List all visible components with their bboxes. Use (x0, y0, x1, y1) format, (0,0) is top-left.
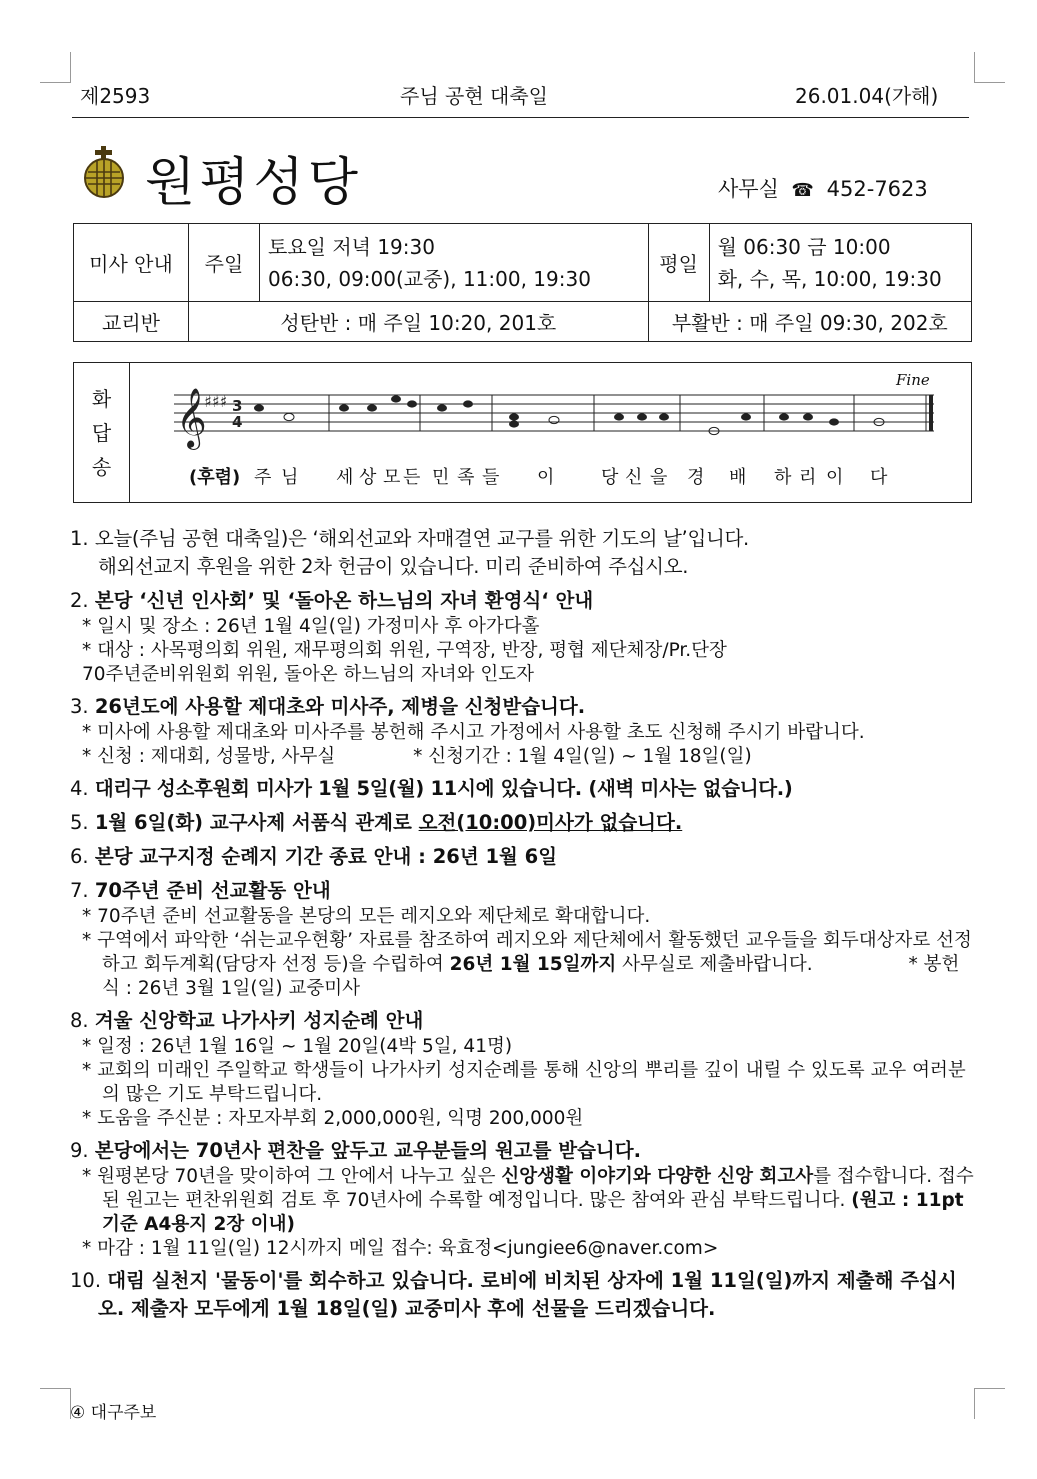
lyric-syllable: 민 (432, 467, 450, 488)
lyric-syllable: 주 (254, 467, 272, 488)
lyric-syllable: 이 (826, 467, 844, 488)
notice-number: 8. (70, 1009, 89, 1032)
notice-detail-part: * 원평본당 70년을 맞이하여 그 안에서 나누고 싶은 (82, 1166, 502, 1187)
notice-heading: 본당 ‘신년 인사회’ 및 ‘돌아온 하느님의 자녀 환영식‘ 안내 (94, 589, 594, 612)
header-rule (72, 117, 969, 118)
notice-detail: * 마감 : 1월 11일(일) 12시까지 메일 접수: 육효정<jungiee6@naver.com> (82, 1238, 719, 1259)
weekday-label: 평일 (648, 224, 709, 302)
notice-item (70, 1137, 975, 1261)
notice-detail (70, 745, 975, 769)
notice-item (70, 775, 975, 803)
notice-heading: 본당 교구지정 순례지 기간 종료 안내 : 26년 1월 6일 (94, 845, 558, 868)
catechism-label: 교리반 (74, 302, 189, 342)
notice-item (70, 587, 975, 687)
weekday-times (709, 224, 971, 302)
notice-detail (70, 929, 975, 1001)
notice-detail: * 교회의 미래인 주일학교 학생들이 나가사키 성지순례를 통해 신앙의 뿌리를 깊이 내릴 수 있도록 교우 여러분의 많은 기도 부탁드립니다. (82, 1060, 966, 1105)
notice-text: 해외선교지 후원을 위한 2차 헌금이 있습니다. 미리 준비하여 주십시오. (98, 555, 689, 578)
notice-detail: * 대상 : 사목평의회 위원, 재무평의회 위원, 구역장, 반장, 평협 제단체장/Pr.단장 (82, 640, 727, 661)
sunday-label: 주일 (189, 224, 260, 302)
notice-detail: * 70주년 준비 선교활동을 본당의 모든 레지오와 제단체로 확대합니다. (82, 906, 651, 927)
notice-number: 4. (70, 777, 89, 800)
psalm-label-char: 송 (91, 454, 112, 479)
christmas-class: 성탄반 : 매 주일 10:20, 201호 (189, 302, 649, 342)
notice-heading: 겨울 신앙학교 나가사키 성지순례 안내 (94, 1009, 424, 1032)
fine-mark: Fine (896, 371, 930, 389)
notice-heading: 70주년 준비 선교활동 안내 (94, 879, 331, 902)
lyric-syllable: 들 (482, 467, 500, 488)
lyric-syllable: 상 (359, 467, 377, 488)
crop-mark (974, 1388, 1005, 1419)
sunday-line2: 06:30, 09:00(교중), 11:00, 19:30 (268, 266, 591, 291)
schedule-table (73, 223, 972, 342)
lyric-syllable: 당 (601, 467, 619, 488)
issue-date: 26.01.04(가해) (795, 84, 939, 108)
lyric-syllable: 을 (650, 467, 668, 488)
psalm-label-char: 화 (91, 386, 112, 411)
crop-mark (40, 52, 71, 83)
church-logo-icon (80, 146, 128, 198)
footer-label: 대구주보 (90, 1403, 157, 1423)
phone-icon: ☎ (791, 180, 814, 201)
easter-class: 부활반 : 매 주일 09:30, 202호 (648, 302, 971, 342)
notice-detail: * 일정 : 26년 1월 16일 ~ 1월 20일(4박 5일, 41명) (82, 1036, 513, 1057)
music-staff (174, 375, 944, 455)
weekday-line1: 월 06:30 금 10:00 (717, 234, 891, 259)
notice-detail: 70주년준비위원회 위원, 돌아온 하느님의 자녀와 인도자 (82, 664, 534, 685)
notice-detail-bold: (원고 : 11pt 기준 A4용지 2장 이내) (102, 1190, 964, 1235)
notice-list (70, 525, 975, 1329)
notice-item (70, 843, 975, 871)
notice-detail-part: * 봉헌식 : 26년 3월 1일(일) 교중미사 (102, 954, 960, 999)
weekday-line2: 화, 수, 목, 10:00, 19:30 (717, 266, 942, 291)
lyric-syllable: 세 (336, 467, 354, 488)
notice-text: 오늘(주님 공현 대축일)은 ‘해외선교와 자매결연 교구를 위한 기도의 날’입니다. (94, 527, 749, 550)
page-footer (70, 1398, 156, 1423)
notice-number: 7. (70, 879, 89, 902)
notice-heading: 26년도에 사용할 제대초와 미사주, 제병을 신청받습니다. (94, 695, 586, 718)
notice-number: 5. (70, 811, 89, 834)
psalm-label-char: 답 (91, 420, 112, 445)
notice-detail-part: * 구역에서 파악한 ‘쉬는교우현황’ 자료를 참조하여 레지오와 제단체에서 활동했던 교우들을 회두대상자로 선정하고 회두계획(담당자 선정 등)을 수립하여 (82, 930, 972, 975)
svg-text:𝄞: 𝄞 (176, 388, 207, 448)
notice-number: 3. (70, 695, 89, 718)
lyric-syllable: 경 (687, 467, 705, 488)
lyric-syllable: 족 (457, 467, 475, 488)
notice-detail-part: * 신청 : 제대회, 성물방, 사무실 (82, 746, 336, 767)
svg-text:3: 3 (232, 397, 243, 415)
occasion-title: 주님 공현 대축일 (400, 84, 548, 108)
mass-label: 미사 안내 (74, 224, 189, 302)
office-phone: 452-7623 (826, 177, 928, 201)
notice-detail (70, 1165, 975, 1237)
svg-text:4: 4 (232, 413, 243, 431)
notice-number: 6. (70, 845, 89, 868)
lyric-syllable: 하 (774, 467, 792, 488)
notice-detail: * 미사에 사용할 제대초와 미사주를 봉헌해 주시고 가정에서 사용할 초도 신청해 주시기 바랍니다. (82, 722, 865, 743)
notice-number: 2. (70, 589, 89, 612)
crop-mark (974, 52, 1005, 83)
lyric-syllable: 이 (537, 467, 555, 488)
notice-number: 9. (70, 1139, 89, 1162)
notice-heading: 대리구 성소후원회 미사가 1월 5일(월) 11시에 있습니다. (새벽 미사는 없습니다.) (94, 777, 793, 800)
notice-heading: 본당에서는 70년사 편찬을 앞두고 교우분들의 원고를 받습니다. (94, 1139, 642, 1162)
notice-item (70, 525, 975, 581)
lyric-syllable: 모 (383, 467, 401, 488)
office-contact (718, 173, 928, 203)
svg-text:♯♯♯: ♯♯♯ (204, 392, 228, 411)
notice-number: 1. (70, 527, 89, 550)
issue-number: 제2593 (80, 84, 151, 108)
notice-item (70, 877, 975, 1001)
lyric-syllable: 리 (799, 467, 817, 488)
refrain-label: (후렴) (189, 467, 241, 488)
notice-detail-part: 사무실로 제출바랍니다. (616, 954, 813, 975)
lyric-syllable: 배 (729, 467, 747, 488)
notice-heading-underlined: 오전(10:00)미사가 없습니다. (418, 811, 683, 834)
church-name: 원평성당 (145, 153, 362, 213)
notice-number: 10. (70, 1269, 102, 1292)
lyric-syllable: 님 (281, 467, 299, 488)
page-number: ④ (70, 1403, 86, 1423)
lyric-syllable: 든 (403, 467, 421, 488)
office-label: 사무실 (718, 177, 779, 201)
notice-item (70, 809, 975, 837)
notice-detail-part: * 신청기간 : 1월 4일(일) ~ 1월 18일(일) (413, 746, 752, 767)
notice-detail-bold: 26년 1월 15일까지 (449, 954, 617, 975)
notice-item (70, 1007, 975, 1131)
sunday-line1: 토요일 저녁 19:30 (268, 234, 435, 259)
notice-detail-part: 를 접수합니다. 접수된 원고는 편찬위원회 검토 후 70년사에 수록할 예정입니다. 많은 참여와 관심 부탁드립니다. (102, 1166, 974, 1211)
sunday-times (260, 224, 649, 302)
notice-heading: 대림 실천지 '물동이'를 회수하고 있습니다. 로비에 비치된 상자에 1월 11일(일)까지 제출해 주십시오. 제출자 모두에게 1월 18일(일) 교중미사 후에 선물을 드리겠습니다. (98, 1269, 957, 1320)
notice-item (70, 1267, 975, 1323)
responsorial-psalm (73, 362, 972, 503)
notice-item (70, 693, 975, 769)
lyric-syllable: 다 (870, 467, 888, 488)
psalm-label (74, 363, 130, 502)
notice-detail: * 일시 및 장소 : 26년 1월 4일(일) 가정미사 후 아가다홀 (82, 616, 540, 637)
notice-heading: 1월 6일(화) 교구사제 서품식 관계로 (94, 811, 419, 834)
crop-mark (40, 1388, 71, 1419)
notice-detail: * 도움을 주신분 : 자모자부회 2,000,000원, 익명 200,000원 (82, 1108, 584, 1129)
notice-detail-bold: 신앙생활 이야기와 다양한 신앙 회고사 (501, 1166, 814, 1187)
lyric-syllable: 신 (625, 467, 643, 488)
